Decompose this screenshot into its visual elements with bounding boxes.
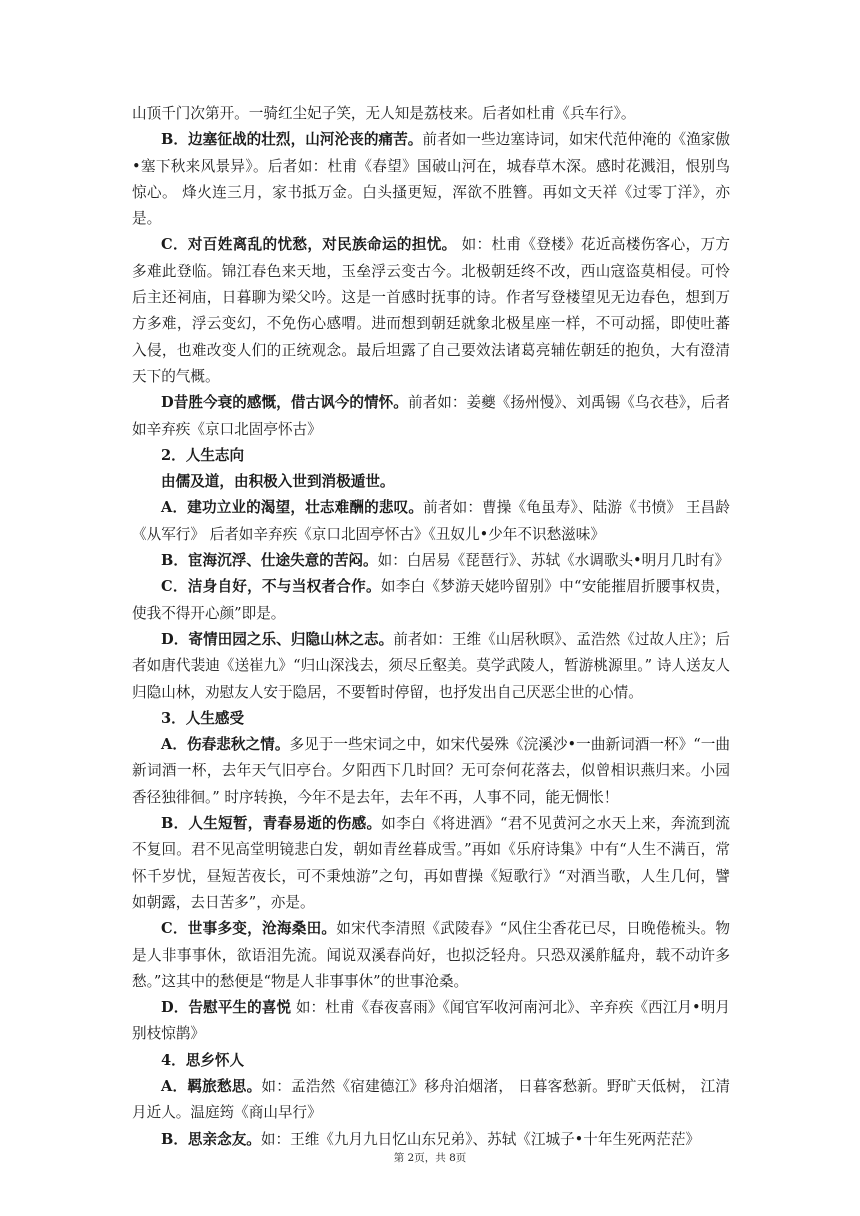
paragraph-bold-lead: D昔胜今衰的感慨，借古讽今的情怀。 — [161, 394, 408, 412]
paragraph-bold-lead: B．边塞征战的壮烈，山河沦丧的痛苦。 — [161, 131, 423, 149]
heading-text: 2．人生志向 — [161, 446, 245, 464]
paragraph-text: 山顶千门次第开。一骑红尘妃子笑，无人知是荔枝来。后者如杜甫《兵车行》。 — [132, 105, 636, 122]
paragraph — [132, 1074, 730, 1127]
paragraph — [132, 574, 730, 627]
paragraph-text: 前者如：王维《山居秋暝》、孟浩然《过故人庄》；后者如唐代裴迪《送崔九》“归山深浅去，须尽丘壑美。莫学武陵人，暂游桃源里。” 诗人送友人归隐山林，劝慰友人安于隐居，不要暂时停留，也抒发出自己厌恶尘世的心情。 — [132, 630, 730, 701]
paragraph — [132, 127, 730, 232]
paragraph-bold-lead: A．建功立业的渴望，壮志难酬的悲叹。 — [161, 499, 424, 517]
paragraph — [132, 627, 730, 706]
paragraph-bold-lead: B．思亲念友。 — [161, 1130, 261, 1148]
heading-text: 4．思乡怀人 — [161, 1051, 245, 1069]
section-heading — [132, 1048, 730, 1074]
paragraph — [132, 916, 730, 995]
paragraph-text: 如：杜甫《登楼》花近高楼伤客心，万方多难此登临。锦江春色来天地，玉垒浮云变古今。北极朝廷终不改，西山寇盗莫相侵。可怜后主还祠庙，日暮聊为梁父吟。这是一首感时抚事的诗。作者写登楼望见无边春色，想到万方多难，浮云变幻，不免伤心感喟。进而想到朝廷就象北极星座一样，不可动摇，即使吐蕃入侵，也难改变人们的正统观念。最后坦露了自己要效法诸葛亮辅佐朝廷的抱负，大有澄清天下的气概。 — [132, 236, 730, 385]
paragraph-text: 如：杜甫《春夜喜雨》《闻官军收河南河北》、辛弃疾《西江月•明月别枝惊鹊》 — [132, 999, 730, 1043]
paragraph-bold-lead: A．羁旅愁思。 — [161, 1077, 262, 1095]
paragraph-bold-lead: B．宦海沉浮、仕途失意的苦闷。 — [161, 552, 378, 570]
heading-text: 3．人生感受 — [161, 709, 245, 727]
paragraph — [132, 811, 730, 916]
page-number: 第 2页，共 8页 — [393, 1152, 467, 1164]
paragraph — [132, 495, 730, 548]
section-subheading — [132, 469, 730, 495]
paragraph — [132, 548, 730, 574]
paragraph — [132, 732, 730, 811]
paragraph — [132, 101, 730, 127]
paragraph-text: 如：孟浩然《宿建德江》移舟泊烟渚， 日暮客愁新。野旷天低树， 江清月近人。温庭筠《商山早行》 — [132, 1077, 731, 1122]
paragraph-text: 如宋代李清照《武陵春》“风住尘香花已尽，日晚倦梳头。物是人非事事休，欲语泪先流。闻说双溪春尚好，也拟泛轻舟。只恐双溪舴艋舟，载不动许多愁。”这其中的愁便是“物是人非事事休”的世事沧桑。 — [132, 920, 730, 990]
paragraph-bold-lead: C．洁身自好，不与当权者合作。 — [161, 578, 381, 596]
page-footer — [0, 1150, 860, 1165]
paragraph-text: 多见于一些宋词之中，如宋代晏殊《浣溪沙•一曲新词酒一杯》“一曲新词酒一杯，去年天气旧亭台。夕阳西下几时回？无可奈何花落去，似曾相识燕归来。小园香径独徘徊。” 时序转换，今年不是去年，去年不再，人事不同，能无惆怅！ — [132, 736, 730, 806]
paragraph-text: 如：王维《九月九日忆山东兄弟》、苏轼《江城子•十年生死两茫茫》 — [260, 1130, 701, 1148]
heading-text: 由儒及道，由积极入世到消极遁世。 — [161, 473, 395, 491]
paragraph-text: 前者如：姜夔《扬州慢》、刘禹锡《乌衣巷》，后者如辛弃疾《京口北固亭怀古》 — [132, 394, 730, 438]
paragraph-text: 前者如：曹操《龟虽寿》、陆游《书愤》 王昌龄《从军行》 后者如辛弃疾《京口北固亭怀古》《丑奴儿•少年不识愁滋味》 — [132, 499, 731, 543]
paragraph-text: 前者如一些边塞诗词，如宋代范仲淹的《渔家傲•塞下秋来风景异》。后者如：杜甫《春望》国破山河在，城春草木深。感时花溅泪，恨别鸟惊心。 烽火连三月，家书抵万金。白头搔更短，浑欲不胜簪。再如文天祥《过零丁洋》，亦是。 — [132, 131, 730, 228]
document-body — [132, 101, 730, 1153]
paragraph-bold-lead: C．世事多变，沧海桑田。 — [161, 920, 337, 938]
paragraph-bold-lead: A．伤春悲秋之情。 — [161, 736, 290, 754]
paragraph-bold-lead: C．对百姓离乱的忧愁，对民族命运的担忧。 — [161, 236, 457, 254]
paragraph — [132, 390, 730, 443]
paragraph-bold-lead: B．人生短暂，青春易逝的伤感。 — [161, 815, 382, 833]
paragraph-text: 如李白《将进酒》“君不见黄河之水天上来，奔流到流不复回。君不见高堂明镜悲白发，朝如青丝暮成雪。”再如《乐府诗集》中有“人生不满百，常怀千岁忧，昼短苦夜长，可不秉烛游”之句，再如曹操《短歌行》“对酒当歌，人生几何，譬如朝露，去日苦多”，亦是。 — [132, 815, 730, 911]
paragraph-text: 如：白居易《琵琶行》、苏轼《水调歌头•明月几时有》 — [377, 552, 730, 570]
paragraph — [132, 1127, 730, 1153]
paragraph-text: 如李白《梦游天姥吟留别》中“安能摧眉折腰事权贵，使我不得开心颜”即是。 — [132, 578, 730, 622]
paragraph — [132, 995, 730, 1048]
paragraph — [132, 232, 730, 390]
section-heading — [132, 443, 730, 469]
paragraph-bold-lead: D．寄情田园之乐、归隐山林之志。 — [161, 630, 394, 648]
paragraph-bold-lead: D．告慰平生的喜悦 — [161, 999, 292, 1017]
section-heading — [132, 706, 730, 732]
